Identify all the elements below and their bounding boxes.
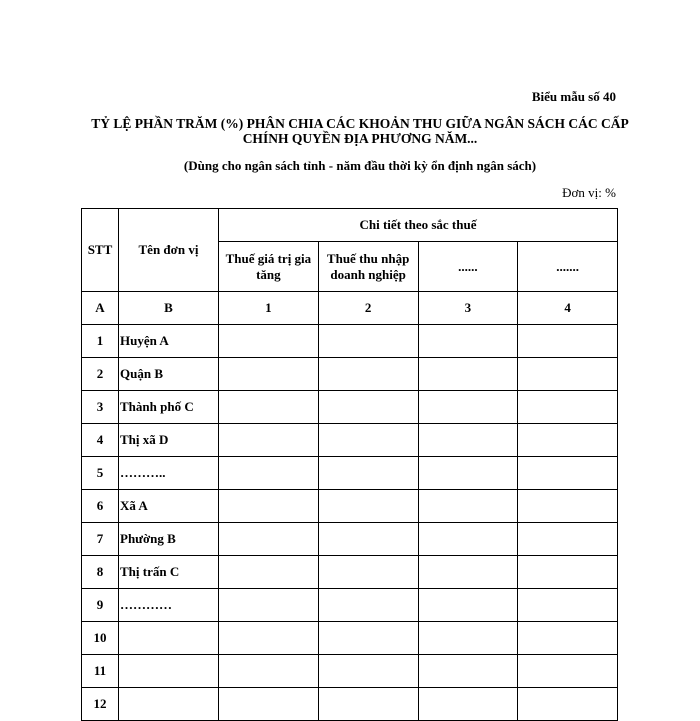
column-code: 3: [418, 292, 518, 325]
allocation-table: [81, 208, 618, 721]
rate-cell: [318, 688, 418, 721]
row-unit-name: ………..: [119, 457, 219, 490]
rate-cell: [219, 490, 319, 523]
rate-cell: [318, 622, 418, 655]
row-stt: 8: [82, 556, 119, 589]
rate-cell: [219, 391, 319, 424]
row-unit-name: Huyện A: [119, 325, 219, 358]
rate-cell: [418, 655, 518, 688]
row-stt: 12: [82, 688, 119, 721]
rate-cell: [518, 688, 618, 721]
rate-cell: [318, 490, 418, 523]
table-row: [82, 391, 618, 424]
tax-col-header: ......: [418, 242, 518, 292]
rate-cell: [318, 391, 418, 424]
rate-cell: [418, 490, 518, 523]
rate-cell: [318, 655, 418, 688]
column-code: B: [119, 292, 219, 325]
rate-cell: [518, 589, 618, 622]
rate-cell: [518, 622, 618, 655]
column-code: 1: [219, 292, 319, 325]
row-unit-name: [119, 622, 219, 655]
row-unit-name: Thành phố C: [119, 391, 219, 424]
rate-cell: [518, 424, 618, 457]
rate-cell: [318, 589, 418, 622]
tax-col-header: .......: [518, 242, 618, 292]
row-stt: 1: [82, 325, 119, 358]
rate-cell: [518, 358, 618, 391]
row-stt: 11: [82, 655, 119, 688]
row-stt: 5: [82, 457, 119, 490]
rate-cell: [518, 490, 618, 523]
rate-cell: [318, 457, 418, 490]
tax-detail-header: Chi tiết theo sắc thuế: [219, 209, 618, 242]
rate-cell: [418, 523, 518, 556]
rate-cell: [518, 325, 618, 358]
table-row: [82, 655, 618, 688]
table-row: [82, 622, 618, 655]
row-unit-name: Quận B: [119, 358, 219, 391]
table-row: [82, 358, 618, 391]
rate-cell: [518, 523, 618, 556]
rate-cell: [418, 556, 518, 589]
row-stt: 6: [82, 490, 119, 523]
rate-cell: [219, 556, 319, 589]
stt-header: STT: [82, 209, 119, 292]
rate-cell: [318, 325, 418, 358]
table-row: [82, 589, 618, 622]
table-row: [82, 325, 618, 358]
row-stt: 3: [82, 391, 119, 424]
row-unit-name: …………: [119, 589, 219, 622]
table-row: [82, 523, 618, 556]
unit-name-header: Tên đơn vị: [119, 209, 219, 292]
row-stt: 9: [82, 589, 119, 622]
header-row-1: [82, 209, 618, 242]
row-stt: 10: [82, 622, 119, 655]
row-unit-name: [119, 688, 219, 721]
rate-cell: [219, 688, 319, 721]
form-number: Biểu mẫu số 40: [531, 89, 616, 104]
rate-cell: [418, 622, 518, 655]
row-stt: 4: [82, 424, 119, 457]
rate-cell: [518, 457, 618, 490]
row-unit-name: Xã A: [119, 490, 219, 523]
row-unit-name: Phường B: [119, 523, 219, 556]
unit-label: Đơn vị: %: [562, 185, 616, 200]
row-stt: 2: [82, 358, 119, 391]
table-row: [82, 490, 618, 523]
row-stt: 7: [82, 523, 119, 556]
row-unit-name: Thị xã D: [119, 424, 219, 457]
document-title: TỶ LỆ PHẦN TRĂM (%) PHÂN CHIA CÁC KHOẢN THU GIỮA NGÂN SÁCH CÁC CẤP CHÍNH QUYỀN ĐỊA PHƯƠNG NĂM...: [91, 116, 629, 146]
rate-cell: [518, 655, 618, 688]
rate-cell: [219, 358, 319, 391]
table-row: [82, 688, 618, 721]
rate-cell: [418, 589, 518, 622]
rate-cell: [318, 556, 418, 589]
rate-cell: [518, 391, 618, 424]
rate-cell: [219, 622, 319, 655]
table-row: [82, 556, 618, 589]
column-code-row: [82, 292, 618, 325]
rate-cell: [518, 556, 618, 589]
rate-cell: [219, 325, 319, 358]
rate-cell: [318, 424, 418, 457]
row-unit-name: Thị trấn C: [119, 556, 219, 589]
rate-cell: [219, 523, 319, 556]
rate-cell: [219, 424, 319, 457]
rate-cell: [219, 655, 319, 688]
rate-cell: [418, 688, 518, 721]
rate-cell: [418, 391, 518, 424]
table-row: [82, 424, 618, 457]
row-unit-name: [119, 655, 219, 688]
rate-cell: [418, 424, 518, 457]
tax-col-header: Thuế thu nhập doanh nghiệp: [318, 242, 418, 292]
rate-cell: [318, 523, 418, 556]
rate-cell: [418, 457, 518, 490]
column-code: 2: [318, 292, 418, 325]
table-row: [82, 457, 618, 490]
rate-cell: [219, 589, 319, 622]
rate-cell: [318, 358, 418, 391]
column-code: 4: [518, 292, 618, 325]
tax-col-header: Thuế giá trị gia tăng: [219, 242, 319, 292]
rate-cell: [418, 358, 518, 391]
rate-cell: [418, 325, 518, 358]
column-code: A: [82, 292, 119, 325]
document-subtitle: (Dùng cho ngân sách tỉnh - năm đầu thời kỳ ổn định ngân sách): [183, 158, 537, 173]
rate-cell: [219, 457, 319, 490]
